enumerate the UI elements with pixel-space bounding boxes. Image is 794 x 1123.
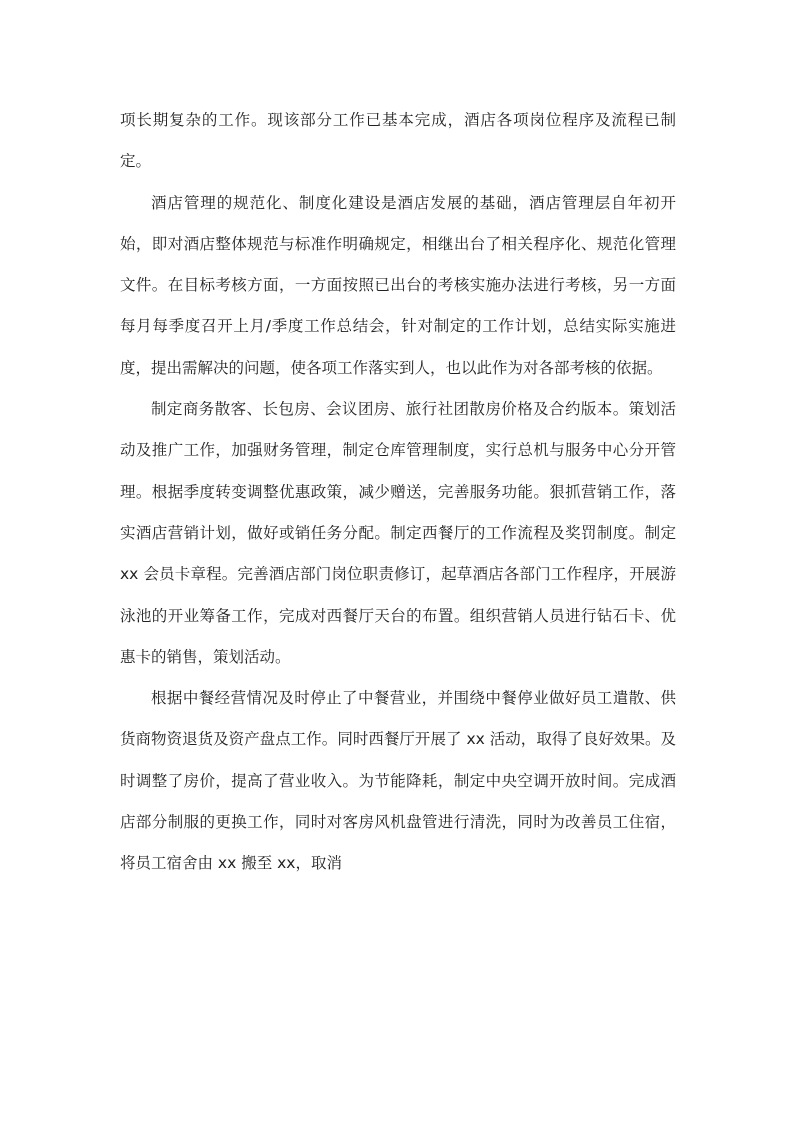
paragraph-continuation: 项长期复杂的工作。现该部分工作已基本完成，酒店各项岗位程序及流程已制定。 — [120, 111, 676, 171]
paragraph-management-standardization: 酒店管理的规范化、制度化建设是酒店发展的基础，酒店管理层自年初开始，即对酒店整体规范与标准作明确规定，相继出台了相关程序化、规范化管理文件。在目标考核方面，一方面按照已出台的考核实施办法进行考核，另一方面每月每季度召开上月/季度工作总结会，针对制定的工作计划，总结实际实施进度，提出需解决的问题，使各项工作落实到人，也以此作为对各部考核的依据。 — [120, 193, 676, 377]
paragraph-restaurant-adjustments: 根据中餐经营情况及时停止了中餐营业，并围绕中餐停业做好员工遣散、供货商物资退货及资产盘点工作。同时西餐厅开展了 xx 活动，取得了良好效果。及时调整了房价，提高了营业收入。为节能降耗，制定中央空调开放时间。完成酒店部分制服的更换工作，同时对客房风机盘管进行清洗，同时为改善员工住宿，将员工宿舍由 xx 搬至 xx，取消 — [120, 689, 676, 873]
document-body — [120, 100, 676, 885]
paragraph-pricing-and-operations: 制定商务散客、长包房、会议团房、旅行社团散房价格及合约版本。策划活动及推广工作，加强财务管理，制定仓库管理制度，实行总机与服务中心分开管理。根据季度转变调整优惠政策，减少赠送，完善服务功能。狠抓营销工作，落实酒店营销计划，做好或销任务分配。制定西餐厅的工作流程及奖罚制度。制定 xx 会员卡章程。完善酒店部门岗位职责修订，起草酒店各部门工作程序，开展游泳池的开业筹备工作，完成对西餐厅天台的布置。组织营销人员进行钻石卡、优惠卡的销售，策划活动。 — [120, 400, 676, 666]
